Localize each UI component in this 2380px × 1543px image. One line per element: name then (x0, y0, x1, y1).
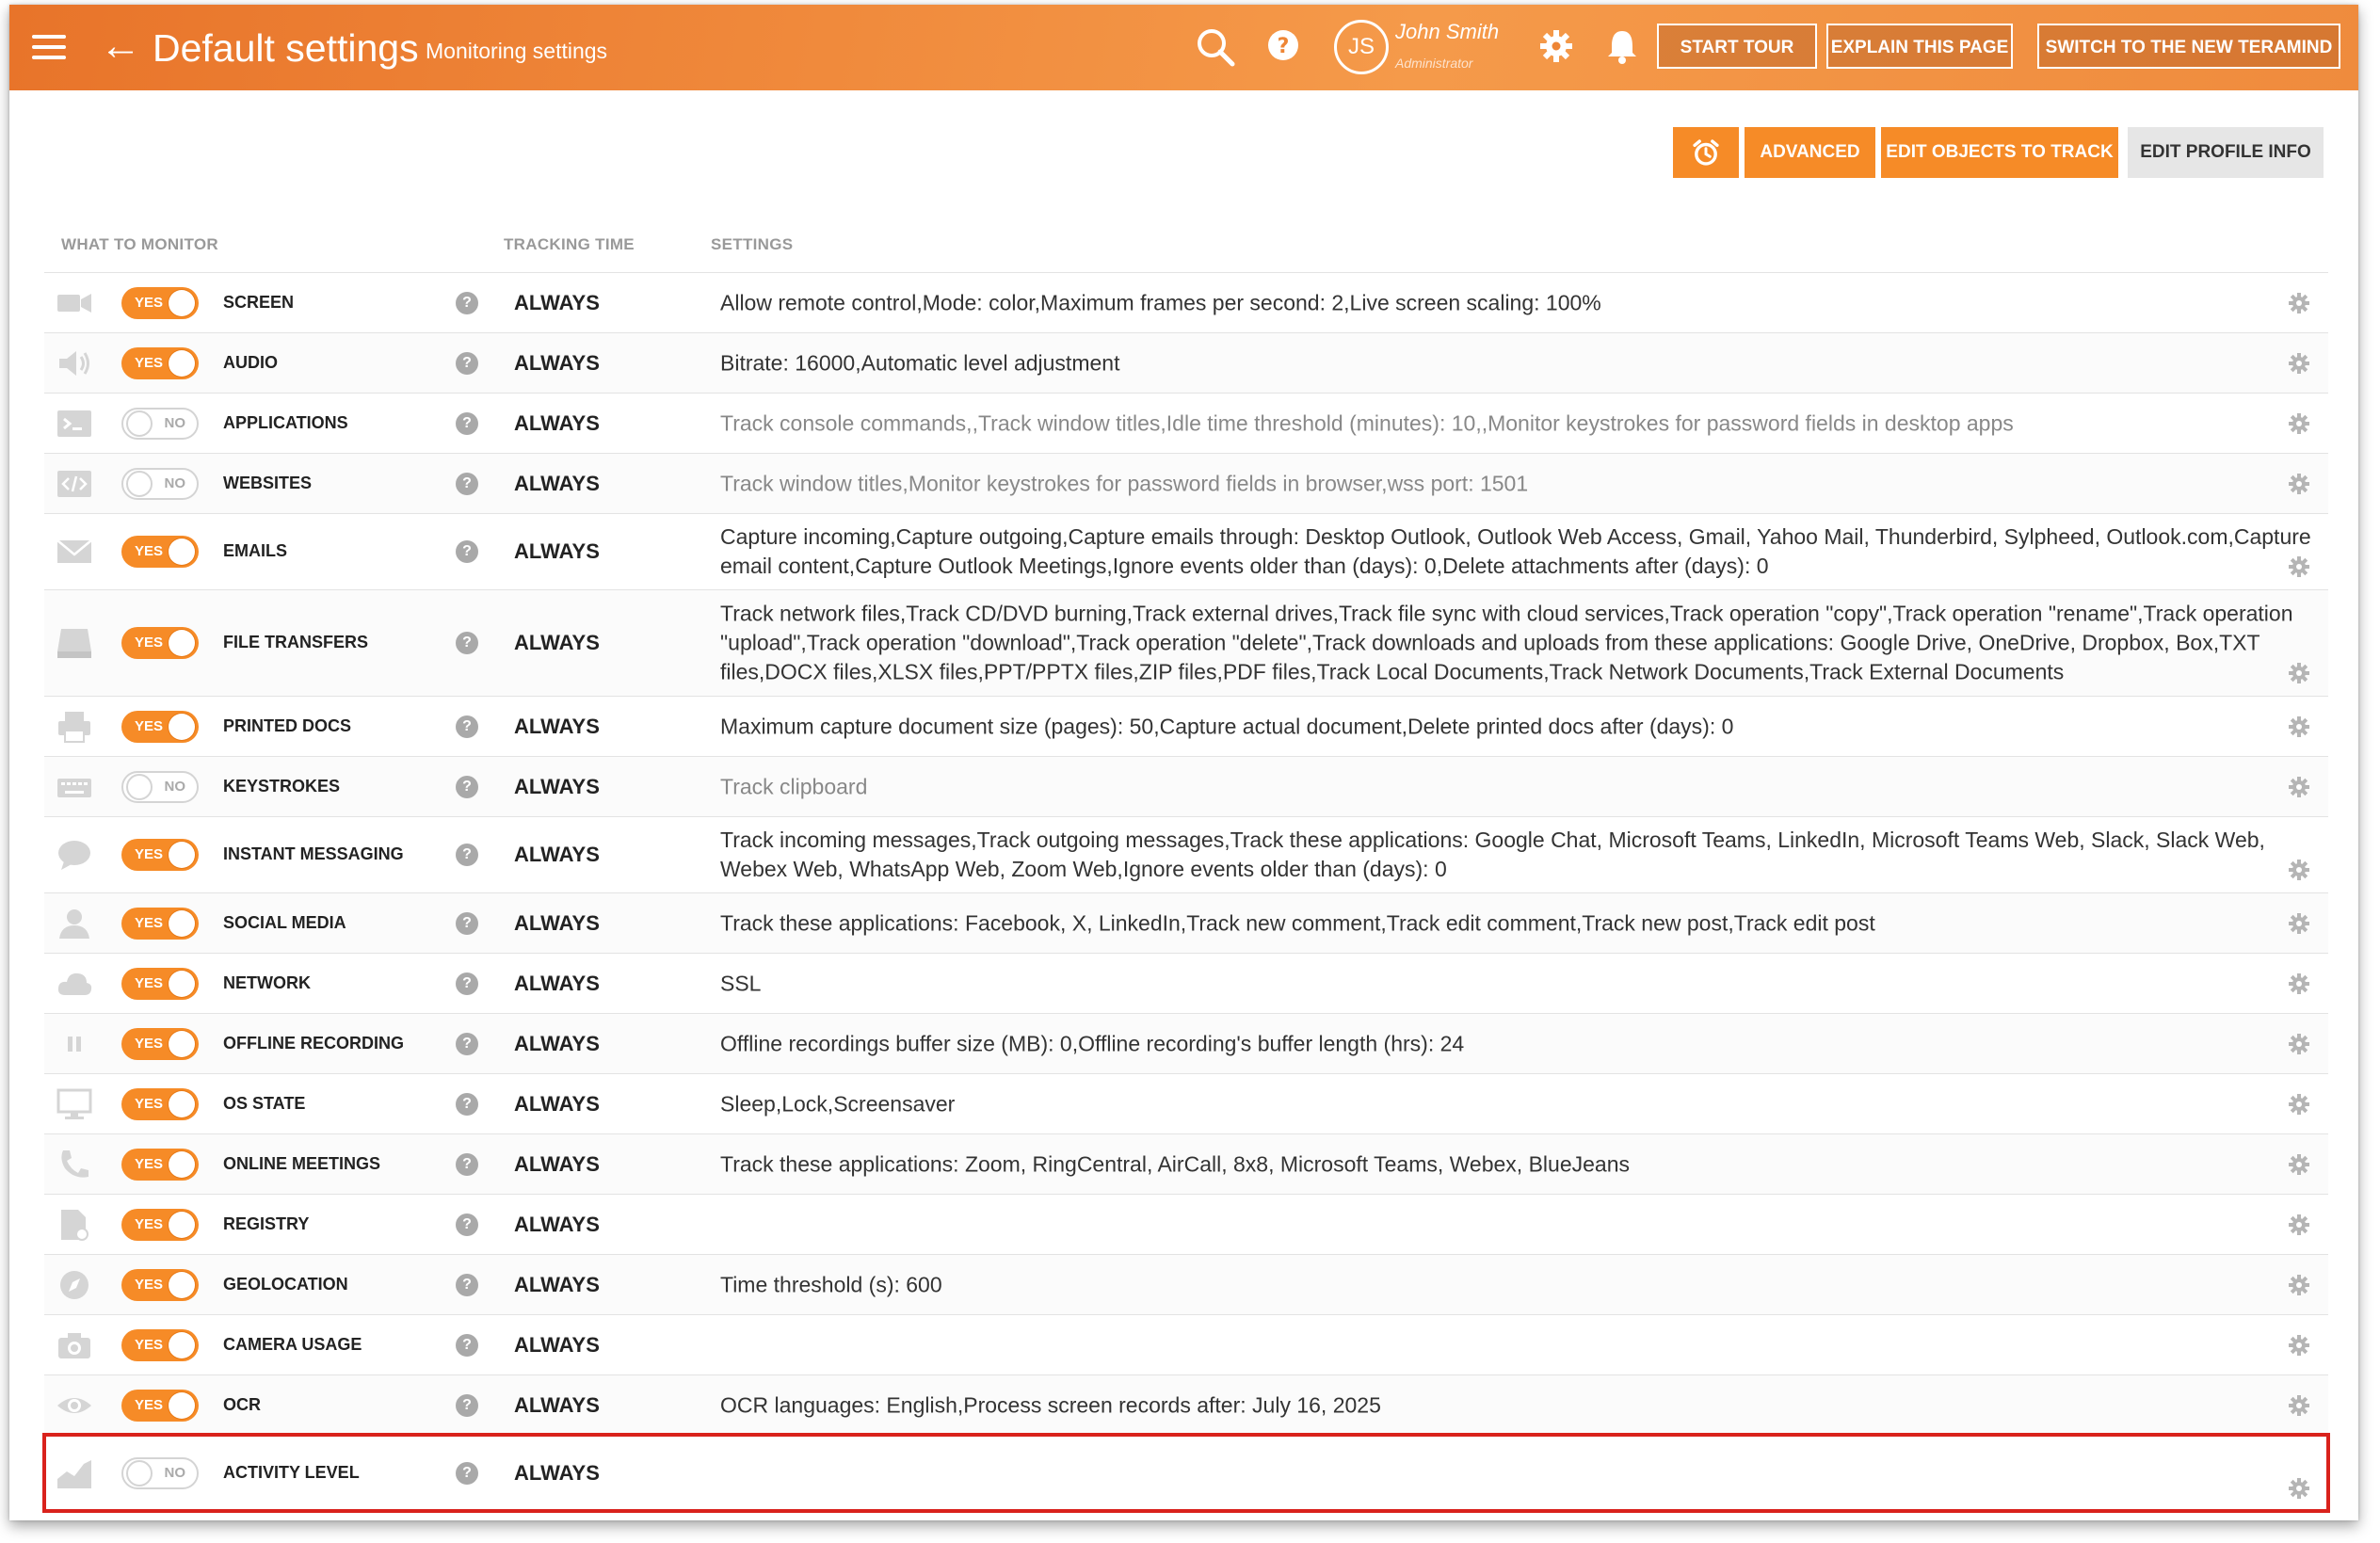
edit-objects-to-track-button[interactable]: EDIT OBJECTS TO TRACK (1881, 127, 2118, 178)
question-mark-icon[interactable]: ? (456, 715, 478, 738)
toggle-knob (169, 971, 195, 997)
toggle-label: YES (135, 1095, 164, 1112)
table-row (44, 1435, 2328, 1511)
start-tour-button[interactable]: START TOUR (1657, 24, 1817, 69)
monitor-toggle[interactable] (121, 1329, 199, 1361)
eye-icon (56, 1389, 93, 1422)
table-row (44, 272, 2328, 332)
user-role: Administrator (1395, 56, 1473, 71)
settings-summary: Track window titles,Monitor keystrokes for password fields in browser,wss port: 1501 (720, 471, 1529, 495)
monitor-name: ACTIVITY LEVEL (223, 1463, 360, 1482)
app-window (9, 5, 2358, 1520)
monitor-toggle[interactable] (121, 347, 199, 379)
settings-summary: Sleep,Lock,Screensaver (720, 1091, 956, 1116)
schedule-alarm-button[interactable] (1673, 127, 1739, 178)
monitor-toggle[interactable] (121, 1457, 199, 1489)
toggle-label: YES (135, 1336, 164, 1353)
toggle-knob (169, 1091, 195, 1117)
question-mark-icon[interactable]: ? (456, 844, 478, 866)
toggle-label: YES (135, 846, 164, 862)
tracking-time[interactable]: ALWAYS (514, 290, 600, 314)
toggle-knob (169, 290, 195, 316)
toggle-knob (169, 714, 195, 740)
tracking-time[interactable]: ALWAYS (514, 1091, 600, 1116)
registry-file-icon (56, 1208, 93, 1242)
tracking-time[interactable]: ALWAYS (514, 910, 600, 935)
toggle-knob (169, 842, 195, 868)
toggle-knob (169, 910, 195, 937)
hard-drive-icon (56, 626, 93, 660)
question-mark-icon[interactable]: ? (456, 1394, 478, 1417)
gear-icon[interactable] (2287, 775, 2311, 799)
toggle-label: YES (135, 354, 164, 371)
monitor-name: OS STATE (223, 1093, 306, 1113)
table-row (44, 393, 2328, 453)
gear-icon[interactable] (2287, 1032, 2311, 1056)
video-camera-icon (56, 286, 93, 320)
toggle-knob (169, 1392, 195, 1419)
table-row (44, 816, 2328, 892)
gear-icon[interactable] (2287, 1152, 2311, 1177)
edit-profile-info-button[interactable]: EDIT PROFILE INFO (2128, 127, 2324, 178)
toggle-label: YES (135, 1396, 164, 1413)
toggle-knob (169, 1332, 195, 1358)
settings-summary: Track clipboard (720, 774, 868, 798)
toggle-knob (169, 1272, 195, 1298)
monitor-name: CAMERA USAGE (223, 1334, 362, 1354)
column-header-what: WHAT TO MONITOR (61, 235, 218, 253)
tracking-time[interactable]: ALWAYS (514, 350, 600, 375)
toggle-knob (169, 1151, 195, 1178)
gear-icon[interactable] (2287, 661, 2311, 685)
settings-summary: OCR languages: English,Process screen records after: July 16, 2025 (720, 1392, 1381, 1417)
keyboard-icon (56, 770, 93, 804)
monitor-name: ONLINE MEETINGS (223, 1153, 381, 1173)
toggle-label: NO (164, 778, 185, 795)
settings-summary: Allow remote control,Mode: color,Maximum frames per second: 2,Live screen scaling: 100% (720, 290, 1601, 314)
settings-summary: Track console commands,,Track window titles,Idle time threshold (minutes): 10,,Monitor keystrokes for password fields in desktop apps (720, 410, 2014, 435)
gear-icon[interactable] (2287, 715, 2311, 739)
toggle-knob (126, 410, 153, 437)
tracking-time[interactable]: ALWAYS (514, 1392, 600, 1417)
monitor-name: SCREEN (223, 292, 295, 312)
monitor-toggle[interactable] (121, 1209, 199, 1241)
table-row (44, 756, 2328, 816)
table-row (44, 1013, 2328, 1073)
monitor-name: EMAILS (223, 541, 288, 560)
table-row (44, 953, 2328, 1013)
table-row (44, 589, 2328, 696)
toggle-knob (126, 1460, 153, 1487)
gear-icon[interactable] (1535, 25, 1578, 69)
gear-icon[interactable] (2287, 1393, 2311, 1418)
monitor-name: INSTANT MESSAGING (223, 844, 404, 863)
tracking-time[interactable]: ALWAYS (514, 714, 600, 738)
alarm-clock-icon (1690, 137, 1722, 169)
table-row (44, 1254, 2328, 1314)
settings-summary: SSL (720, 971, 762, 995)
monitor-icon (56, 1087, 93, 1121)
toggle-label: YES (135, 1155, 164, 1172)
table-row (44, 1194, 2328, 1254)
page-subtitle: Monitoring settings (426, 39, 608, 63)
toggle-label: YES (135, 914, 164, 931)
monitor-toggle[interactable] (121, 839, 199, 871)
switch-new-teramind-button[interactable]: SWITCH TO THE NEW TERAMIND (2037, 24, 2340, 69)
tracking-time[interactable]: ALWAYS (514, 471, 600, 495)
question-mark-icon[interactable]: ? (456, 292, 478, 314)
monitor-name: SOCIAL MEDIA (223, 912, 346, 932)
question-mark-icon[interactable]: ? (456, 1153, 478, 1176)
gear-icon[interactable] (2287, 1273, 2311, 1297)
monitor-name: NETWORK (223, 972, 311, 992)
monitor-name: AUDIO (223, 352, 278, 372)
monitor-name: FILE TRANSFERS (223, 633, 369, 651)
printer-icon (56, 710, 93, 744)
question-mark-icon[interactable]: ? (456, 1462, 478, 1485)
explain-page-button[interactable]: EXPLAIN THIS PAGE (1826, 24, 2013, 69)
toggle-label: NO (164, 414, 185, 431)
speaker-icon (56, 346, 93, 380)
toggle-knob (169, 1031, 195, 1057)
tracking-time[interactable]: ALWAYS (514, 539, 600, 563)
question-mark-icon[interactable]: ? (456, 352, 478, 375)
pause-icon (56, 1027, 93, 1061)
toggle-knob (126, 471, 153, 497)
toggle-label: YES (135, 635, 164, 651)
toggle-knob (169, 1212, 195, 1238)
toggle-knob (169, 350, 195, 377)
toggle-knob (169, 630, 195, 656)
table-row (44, 892, 2328, 953)
monitor-toggle[interactable] (121, 771, 199, 803)
question-mark-icon[interactable]: ? (456, 776, 478, 798)
monitor-toggle[interactable] (121, 1390, 199, 1422)
monitor-name: APPLICATIONS (223, 412, 348, 432)
compass-icon (56, 1268, 93, 1302)
tracking-time[interactable]: ALWAYS (514, 1212, 600, 1236)
chat-bubble-icon (56, 838, 93, 872)
tracking-time[interactable]: ALWAYS (514, 1332, 600, 1357)
gear-icon[interactable] (2287, 351, 2311, 376)
settings-summary: Track these applications: Zoom, RingCentral, AirCall, 8x8, Microsoft Teams, Webex, BlueJeans (720, 1151, 1630, 1176)
tracking-time[interactable]: ALWAYS (514, 1151, 600, 1176)
top-bar (9, 5, 2358, 90)
monitor-settings-table (44, 272, 2328, 1511)
table-row (44, 1374, 2328, 1435)
hamburger-menu-icon[interactable] (32, 35, 66, 61)
toggle-label: YES (135, 1276, 164, 1293)
toggle-label: NO (164, 474, 185, 491)
question-mark-icon[interactable]: ? (456, 632, 478, 654)
question-mark-icon[interactable]: ? (456, 412, 478, 435)
code-icon (56, 467, 93, 501)
gear-icon[interactable] (2287, 411, 2311, 436)
settings-summary: Offline recordings buffer size (MB): 0,Offline recording's buffer length (hrs): 24 (720, 1031, 1465, 1055)
tracking-time[interactable]: ALWAYS (514, 410, 600, 435)
toggle-label: YES (135, 974, 164, 991)
question-mark-icon[interactable]: ? (456, 473, 478, 495)
toggle-knob (126, 774, 153, 800)
monitor-name: KEYSTROKES (223, 776, 341, 796)
monitor-name: WEBSITES (223, 473, 313, 492)
table-row (44, 696, 2328, 756)
gear-icon[interactable] (2287, 1476, 2311, 1501)
gear-icon[interactable] (2287, 911, 2311, 936)
monitor-name: REGISTRY (223, 1214, 310, 1233)
toggle-label: YES (135, 543, 164, 559)
toggle-label: YES (135, 294, 164, 311)
settings-summary: Bitrate: 16000,Automatic level adjustment (720, 350, 1120, 375)
envelope-icon (56, 535, 93, 569)
column-header-settings: SETTINGS (711, 235, 794, 253)
settings-summary: Track these applications: Facebook, X, LinkedIn,Track new comment,Track edit comment,Track new post,Track edit post (720, 910, 1875, 935)
settings-summary: Track network files,Track CD/DVD burning,Track external drives,Track file sync with cloud services,Track operation "copy",Track operation "rename",Track operation "upload",Track operation "download",Track operation "delete",Track downloads and uploads from these applications: Google Drive, OneDrive, Dropbox, Box,TXT files,DOCX files,XLSX files,PPT/PPTX files,ZIP files,PDF files,Track Local Documents,Track Network Documents,Track External Documents (720, 601, 2293, 684)
bell-icon[interactable] (1600, 25, 1644, 69)
question-mark-icon[interactable]: ? (456, 1033, 478, 1055)
monitor-toggle[interactable] (121, 1088, 199, 1120)
monitor-toggle[interactable] (121, 627, 199, 659)
settings-summary: Time threshold (s): 600 (720, 1272, 942, 1296)
monitor-toggle[interactable] (121, 1028, 199, 1060)
toggle-label: YES (135, 1035, 164, 1052)
question-mark-icon[interactable]: ? (456, 1274, 478, 1296)
tracking-time[interactable]: ALWAYS (514, 1272, 600, 1296)
question-mark-icon[interactable]: ? (456, 1214, 478, 1236)
tracking-time[interactable]: ALWAYS (514, 843, 600, 866)
toggle-label: NO (164, 1465, 185, 1481)
page-title: Default settings (153, 26, 419, 70)
user-name[interactable]: John Smith (1395, 20, 1500, 43)
monitor-toggle[interactable] (121, 287, 199, 319)
question-mark-icon[interactable]: ? (456, 540, 478, 563)
monitor-name: OFFLINE RECORDING (223, 1033, 404, 1053)
gear-icon[interactable] (2287, 472, 2311, 496)
question-mark-icon[interactable]: ? (456, 972, 478, 995)
gear-icon[interactable] (2287, 291, 2311, 315)
column-header-time: TRACKING TIME (504, 235, 635, 253)
settings-summary: Capture incoming,Capture outgoing,Capture emails through: Desktop Outlook, Outlook Web Access, Gmail, Yahoo Mail, Thunderbird, Sylpheed, Outlook.com,Capture email content,Capture Outlook Meetings,Ignore events older than (days): 0,Delete attachments after (days): 0 (720, 524, 2311, 578)
toggle-label: YES (135, 717, 164, 734)
question-mark-icon[interactable]: ? (456, 912, 478, 935)
monitor-toggle[interactable] (121, 1149, 199, 1181)
monitor-name: GEOLOCATION (223, 1274, 348, 1294)
tracking-time[interactable]: ALWAYS (514, 1031, 600, 1055)
monitor-toggle[interactable] (121, 408, 199, 440)
settings-summary: Track incoming messages,Track outgoing messages,Track these applications: Google Chat, Microsoft Teams, LinkedIn, Microsoft Teams Web, Slack, Slack Web, Webex Web, WhatsApp Web, Zoom Web,Ignore events older than (days): 0 (720, 828, 2265, 881)
monitor-name: PRINTED DOCS (223, 715, 352, 735)
question-mark-icon[interactable]: ? (456, 1093, 478, 1116)
tracking-time[interactable]: ALWAYS (514, 1461, 600, 1485)
gear-icon[interactable] (2287, 972, 2311, 996)
monitor-toggle[interactable] (121, 1269, 199, 1301)
help-icon[interactable] (1262, 25, 1305, 69)
gear-icon[interactable] (2287, 1213, 2311, 1237)
table-row (44, 332, 2328, 393)
avatar[interactable]: JS (1334, 20, 1389, 74)
table-row (44, 1073, 2328, 1133)
monitor-toggle[interactable] (121, 711, 199, 743)
terminal-icon (56, 407, 93, 441)
tracking-time[interactable]: ALWAYS (514, 774, 600, 798)
toggle-label: YES (135, 1215, 164, 1232)
table-row (44, 513, 2328, 589)
table-row (44, 1133, 2328, 1194)
tracking-time[interactable]: ALWAYS (514, 631, 600, 654)
monitor-toggle[interactable] (121, 968, 199, 1000)
area-chart-icon (56, 1456, 93, 1490)
gear-icon[interactable] (2287, 858, 2311, 882)
settings-summary: Maximum capture document size (pages): 50,Capture actual document,Delete printed docs after (days): 0 (720, 714, 1734, 738)
monitor-toggle[interactable] (121, 908, 199, 940)
toggle-knob (169, 538, 195, 565)
camera-icon (56, 1328, 93, 1362)
cloud-icon (56, 967, 93, 1001)
search-icon[interactable] (1194, 25, 1237, 69)
user-icon (56, 907, 93, 940)
back-arrow-icon[interactable]: ← (100, 23, 141, 69)
tracking-time[interactable]: ALWAYS (514, 971, 600, 995)
monitor-toggle[interactable] (121, 468, 199, 500)
phone-icon (56, 1148, 93, 1181)
gear-icon[interactable] (2287, 555, 2311, 579)
gear-icon[interactable] (2287, 1092, 2311, 1117)
question-mark-icon[interactable]: ? (456, 1334, 478, 1357)
gear-icon[interactable] (2287, 1333, 2311, 1358)
table-row (44, 453, 2328, 513)
svg-text:?: ? (1277, 35, 1290, 58)
monitor-toggle[interactable] (121, 536, 199, 568)
table-row (44, 1314, 2328, 1374)
advanced-button[interactable]: ADVANCED (1745, 127, 1875, 178)
monitor-name: OCR (223, 1394, 261, 1414)
